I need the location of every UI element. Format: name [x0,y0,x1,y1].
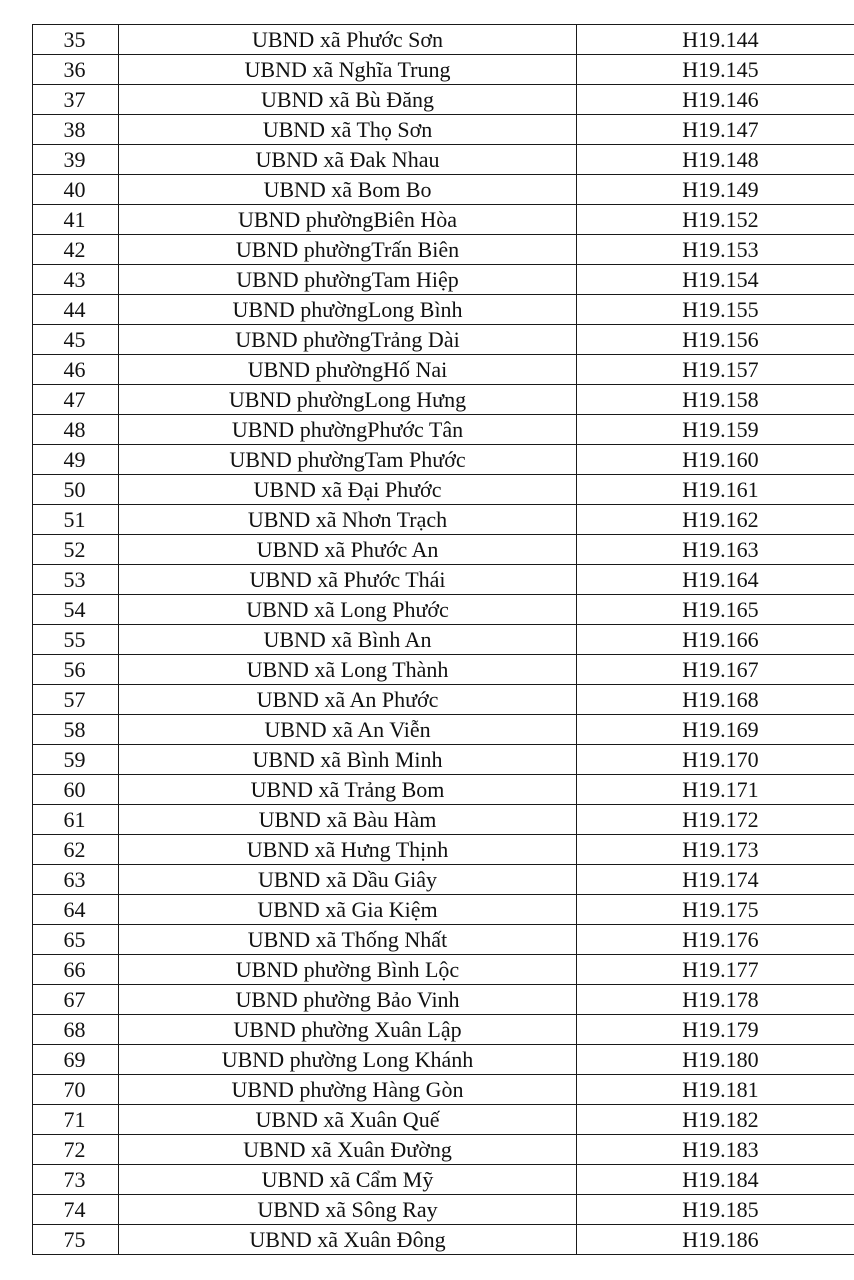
unit-code-cell: H19.179 [577,1015,854,1045]
row-number-cell: 45 [33,325,119,355]
table-row [33,955,854,985]
unit-name-cell: UBND xã Bình An [119,625,577,655]
unit-code-cell: H19.166 [577,625,854,655]
unit-code-cell: H19.177 [577,955,854,985]
table-row [33,85,854,115]
table-row [33,775,854,805]
table-row [33,805,854,835]
unit-code-cell: H19.159 [577,415,854,445]
row-number-cell: 60 [33,775,119,805]
table-row [33,715,854,745]
table-row [33,1105,854,1135]
unit-code-cell: H19.162 [577,505,854,535]
unit-code-cell: H19.182 [577,1105,854,1135]
unit-name-cell: UBND xã Xuân Đường [119,1135,577,1165]
unit-name-cell: UBND phường Long Khánh [119,1045,577,1075]
row-number-cell: 70 [33,1075,119,1105]
unit-name-cell: UBND xã Nhơn Trạch [119,505,577,535]
table-row [33,1075,854,1105]
unit-code-cell: H19.173 [577,835,854,865]
unit-code-cell: H19.153 [577,235,854,265]
table-row [33,655,854,685]
unit-code-cell: H19.148 [577,145,854,175]
unit-name-cell: UBND xã Long Thành [119,655,577,685]
unit-code-cell: H19.184 [577,1165,854,1195]
unit-code-cell: H19.161 [577,475,854,505]
unit-name-cell: UBND xã Đại Phước [119,475,577,505]
unit-code-cell: H19.144 [577,25,854,55]
row-number-cell: 67 [33,985,119,1015]
unit-code-cell: H19.146 [577,85,854,115]
unit-code-cell: H19.155 [577,295,854,325]
table-row [33,895,854,925]
unit-code-cell: H19.176 [577,925,854,955]
row-number-cell: 41 [33,205,119,235]
table-row [33,175,854,205]
unit-code-cell: H19.156 [577,325,854,355]
unit-name-cell: UBND xã Nghĩa Trung [119,55,577,85]
row-number-cell: 47 [33,385,119,415]
table-row [33,115,854,145]
unit-name-cell: UBND phường Hàng Gòn [119,1075,577,1105]
unit-code-cell: H19.174 [577,865,854,895]
unit-code-cell: H19.169 [577,715,854,745]
unit-name-cell: UBND phườngTrấn Biên [119,235,577,265]
table-row [33,145,854,175]
unit-name-cell: UBND xã Bom Bo [119,175,577,205]
row-number-cell: 35 [33,25,119,55]
row-number-cell: 63 [33,865,119,895]
table-row [33,205,854,235]
unit-name-cell: UBND phườngLong Hưng [119,385,577,415]
unit-code-cell: H19.147 [577,115,854,145]
row-number-cell: 53 [33,565,119,595]
unit-name-cell: UBND phườngTam Hiệp [119,265,577,295]
unit-name-cell: UBND xã An Viễn [119,715,577,745]
row-number-cell: 59 [33,745,119,775]
table-row [33,925,854,955]
unit-name-cell: UBND xã Bình Minh [119,745,577,775]
table-row [33,835,854,865]
table-row [33,1195,854,1225]
unit-name-cell: UBND xã Phước Sơn [119,25,577,55]
row-number-cell: 57 [33,685,119,715]
table-row [33,985,854,1015]
unit-code-cell: H19.167 [577,655,854,685]
row-number-cell: 54 [33,595,119,625]
row-number-cell: 39 [33,145,119,175]
row-number-cell: 36 [33,55,119,85]
unit-name-cell: UBND xã Sông Ray [119,1195,577,1225]
unit-name-cell: UBND xã Trảng Bom [119,775,577,805]
row-number-cell: 65 [33,925,119,955]
table-row [33,1225,854,1255]
table-row [33,385,854,415]
table-row [33,295,854,325]
row-number-cell: 48 [33,415,119,445]
row-number-cell: 51 [33,505,119,535]
row-number-cell: 43 [33,265,119,295]
row-number-cell: 55 [33,625,119,655]
unit-name-cell: UBND phườngTrảng Dài [119,325,577,355]
unit-name-cell: UBND xã Dầu Giây [119,865,577,895]
row-number-cell: 40 [33,175,119,205]
unit-code-cell: H19.145 [577,55,854,85]
table-row [33,595,854,625]
row-number-cell: 50 [33,475,119,505]
unit-name-cell: UBND phường Bình Lộc [119,955,577,985]
table-row [33,235,854,265]
unit-name-cell: UBND phườngHố Nai [119,355,577,385]
unit-name-cell: UBND xã Thống Nhất [119,925,577,955]
unit-code-cell: H19.180 [577,1045,854,1075]
unit-name-cell: UBND phường Xuân Lập [119,1015,577,1045]
unit-code-cell: H19.185 [577,1195,854,1225]
table-row [33,445,854,475]
unit-code-cell: H19.165 [577,595,854,625]
unit-code-cell: H19.149 [577,175,854,205]
unit-code-cell: H19.157 [577,355,854,385]
row-number-cell: 37 [33,85,119,115]
unit-name-cell: UBND xã Xuân Đông [119,1225,577,1255]
unit-code-cell: H19.163 [577,535,854,565]
unit-name-cell: UBND xã Xuân Quế [119,1105,577,1135]
unit-code-cell: H19.154 [577,265,854,295]
table-row [33,1165,854,1195]
row-number-cell: 61 [33,805,119,835]
table-row [33,325,854,355]
table-row [33,355,854,385]
unit-code-cell: H19.158 [577,385,854,415]
row-number-cell: 42 [33,235,119,265]
unit-name-cell: UBND xã Phước Thái [119,565,577,595]
row-number-cell: 38 [33,115,119,145]
table-row [33,25,854,55]
row-number-cell: 75 [33,1225,119,1255]
table-row [33,535,854,565]
unit-name-cell: UBND phườngTam Phước [119,445,577,475]
table-row [33,475,854,505]
unit-name-cell: UBND xã An Phước [119,685,577,715]
table-row [33,265,854,295]
table-row [33,685,854,715]
table-row [33,55,854,85]
unit-code-cell: H19.178 [577,985,854,1015]
unit-name-cell: UBND phườngPhước Tân [119,415,577,445]
row-number-cell: 66 [33,955,119,985]
table-row [33,625,854,655]
unit-code-cell: H19.170 [577,745,854,775]
unit-name-cell: UBND xã Bù Đăng [119,85,577,115]
unit-code-table [32,24,854,1255]
unit-name-cell: UBND xã Hưng Thịnh [119,835,577,865]
table-row [33,415,854,445]
row-number-cell: 49 [33,445,119,475]
unit-name-cell: UBND phườngBiên Hòa [119,205,577,235]
unit-name-cell: UBND xã Long Phước [119,595,577,625]
row-number-cell: 46 [33,355,119,385]
table-row [33,865,854,895]
unit-code-cell: H19.181 [577,1075,854,1105]
unit-code-cell: H19.168 [577,685,854,715]
unit-code-cell: H19.172 [577,805,854,835]
row-number-cell: 56 [33,655,119,685]
unit-name-cell: UBND xã Phước An [119,535,577,565]
row-number-cell: 64 [33,895,119,925]
unit-name-cell: UBND phườngLong Bình [119,295,577,325]
unit-code-cell: H19.160 [577,445,854,475]
unit-name-cell: UBND xã Gia Kiệm [119,895,577,925]
row-number-cell: 52 [33,535,119,565]
unit-code-cell: H19.171 [577,775,854,805]
row-number-cell: 71 [33,1105,119,1135]
table-row [33,1045,854,1075]
table-row [33,1135,854,1165]
unit-name-cell: UBND xã Đak Nhau [119,145,577,175]
row-number-cell: 69 [33,1045,119,1075]
row-number-cell: 44 [33,295,119,325]
table-row [33,745,854,775]
unit-code-cell: H19.164 [577,565,854,595]
row-number-cell: 73 [33,1165,119,1195]
table-body [33,25,854,1255]
row-number-cell: 58 [33,715,119,745]
unit-code-cell: H19.186 [577,1225,854,1255]
unit-code-cell: H19.183 [577,1135,854,1165]
table-row [33,505,854,535]
unit-name-cell: UBND phường Bảo Vinh [119,985,577,1015]
unit-code-cell: H19.175 [577,895,854,925]
row-number-cell: 68 [33,1015,119,1045]
unit-name-cell: UBND xã Thọ Sơn [119,115,577,145]
unit-code-cell: H19.152 [577,205,854,235]
row-number-cell: 62 [33,835,119,865]
row-number-cell: 72 [33,1135,119,1165]
table-row [33,1015,854,1045]
unit-name-cell: UBND xã Bàu Hàm [119,805,577,835]
row-number-cell: 74 [33,1195,119,1225]
table-row [33,565,854,595]
unit-name-cell: UBND xã Cẩm Mỹ [119,1165,577,1195]
